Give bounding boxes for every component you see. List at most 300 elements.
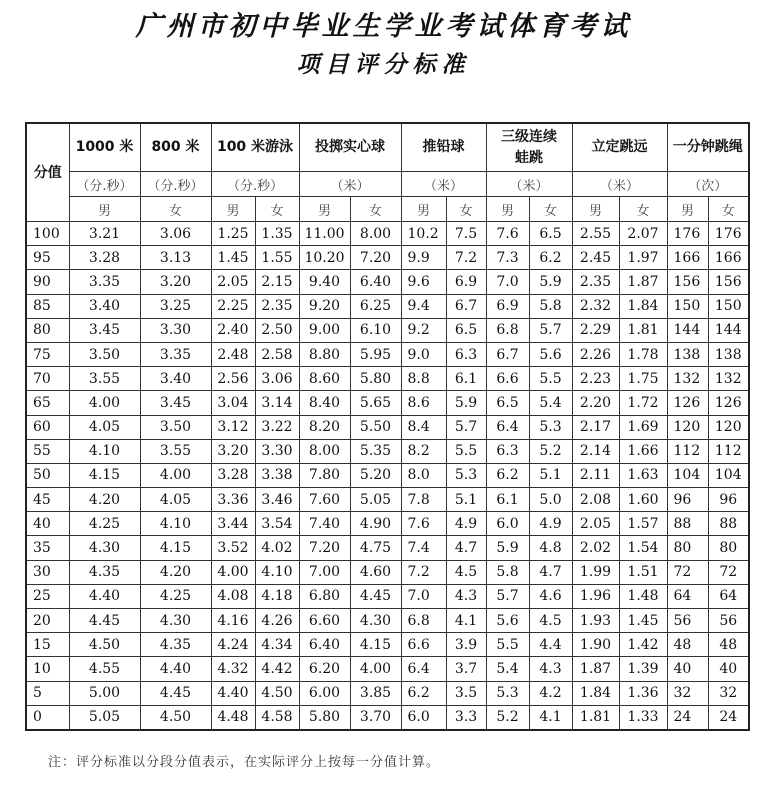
value-cell: 1.25 — [211, 222, 255, 246]
table-row — [26, 463, 749, 487]
value-cell: 7.40 — [299, 512, 350, 536]
event-header: 立定跳远 — [572, 123, 667, 172]
value-cell: 166 — [708, 246, 749, 270]
value-cell: 4.15 — [69, 463, 140, 487]
value-cell: 7.80 — [299, 463, 350, 487]
value-cell: 4.9 — [529, 512, 572, 536]
value-cell: 3.20 — [211, 439, 255, 463]
value-cell: 3.70 — [350, 705, 401, 730]
value-cell: 4.48 — [211, 705, 255, 730]
value-cell: 4.00 — [211, 560, 255, 584]
value-cell: 8.20 — [299, 415, 350, 439]
value-cell: 1.93 — [572, 609, 619, 633]
value-cell: 8.00 — [350, 222, 401, 246]
value-cell: 4.50 — [69, 633, 140, 657]
value-cell: 1.96 — [572, 584, 619, 608]
value-cell: 3.06 — [255, 367, 299, 391]
value-cell: 4.7 — [529, 560, 572, 584]
value-cell: 4.4 — [529, 633, 572, 657]
table-row — [26, 512, 749, 536]
value-cell: 6.1 — [486, 488, 529, 512]
value-cell: 5.1 — [529, 463, 572, 487]
value-cell: 9.2 — [401, 318, 446, 342]
value-cell: 3.35 — [140, 342, 211, 366]
value-cell: 2.58 — [255, 342, 299, 366]
value-cell: 6.4 — [486, 415, 529, 439]
value-cell: 4.7 — [446, 536, 486, 560]
score-cell: 60 — [26, 415, 69, 439]
value-cell: 4.75 — [350, 536, 401, 560]
value-cell: 3.5 — [446, 681, 486, 705]
value-cell: 2.14 — [572, 439, 619, 463]
value-cell: 4.5 — [446, 560, 486, 584]
value-cell: 7.2 — [401, 560, 446, 584]
value-cell: 3.13 — [140, 246, 211, 270]
score-cell: 5 — [26, 681, 69, 705]
value-cell: 3.12 — [211, 415, 255, 439]
value-cell: 9.6 — [401, 270, 446, 294]
value-cell: 3.50 — [69, 342, 140, 366]
value-cell: 1.39 — [619, 657, 667, 681]
value-cell: 10.2 — [401, 222, 446, 246]
value-cell: 176 — [667, 222, 708, 246]
value-cell: 64 — [708, 584, 749, 608]
value-cell: 2.56 — [211, 367, 255, 391]
table-row — [26, 294, 749, 318]
value-cell: 4.40 — [69, 584, 140, 608]
value-cell: 80 — [667, 536, 708, 560]
value-cell: 40 — [667, 657, 708, 681]
value-cell: 56 — [708, 609, 749, 633]
unit-header: （分.秒） — [69, 172, 140, 197]
table-row — [26, 222, 749, 246]
value-cell: 2.05 — [211, 270, 255, 294]
value-cell: 1.51 — [619, 560, 667, 584]
value-cell: 4.18 — [255, 584, 299, 608]
value-cell: 4.00 — [140, 463, 211, 487]
gender-header: 女 — [350, 197, 401, 222]
value-cell: 1.55 — [255, 246, 299, 270]
value-cell: 3.28 — [69, 246, 140, 270]
gender-header: 女 — [140, 197, 211, 222]
value-cell: 4.45 — [69, 609, 140, 633]
value-cell: 6.8 — [401, 609, 446, 633]
score-cell: 45 — [26, 488, 69, 512]
value-cell: 6.7 — [486, 342, 529, 366]
value-cell: 24 — [708, 705, 749, 730]
value-cell: 88 — [708, 512, 749, 536]
value-cell: 80 — [708, 536, 749, 560]
value-cell: 4.34 — [255, 633, 299, 657]
value-cell: 5.95 — [350, 342, 401, 366]
value-cell: 3.38 — [255, 463, 299, 487]
value-cell: 3.52 — [211, 536, 255, 560]
value-cell: 6.6 — [401, 633, 446, 657]
value-cell: 1.57 — [619, 512, 667, 536]
value-cell: 6.8 — [486, 318, 529, 342]
value-cell: 4.25 — [69, 512, 140, 536]
value-cell: 3.9 — [446, 633, 486, 657]
value-cell: 64 — [667, 584, 708, 608]
value-cell: 5.50 — [350, 415, 401, 439]
event-header: 1000 米 — [69, 123, 140, 172]
value-cell: 1.54 — [619, 536, 667, 560]
value-cell: 2.45 — [572, 246, 619, 270]
value-cell: 4.24 — [211, 633, 255, 657]
value-cell: 2.07 — [619, 222, 667, 246]
value-cell: 2.05 — [572, 512, 619, 536]
gender-header: 女 — [619, 197, 667, 222]
value-cell: 1.33 — [619, 705, 667, 730]
unit-header: （分.秒） — [140, 172, 211, 197]
event-header: 一分钟跳绳 — [667, 123, 749, 172]
value-cell: 6.6 — [486, 367, 529, 391]
value-cell: 7.0 — [486, 270, 529, 294]
score-cell: 25 — [26, 584, 69, 608]
value-cell: 1.66 — [619, 439, 667, 463]
value-cell: 4.5 — [529, 609, 572, 633]
value-cell: 6.10 — [350, 318, 401, 342]
value-cell: 2.50 — [255, 318, 299, 342]
score-header: 分值 — [26, 123, 69, 222]
value-cell: 4.1 — [529, 705, 572, 730]
value-cell: 4.55 — [69, 657, 140, 681]
value-cell: 4.05 — [69, 415, 140, 439]
value-cell: 5.2 — [486, 705, 529, 730]
value-cell: 9.20 — [299, 294, 350, 318]
value-cell: 6.5 — [529, 222, 572, 246]
value-cell: 5.65 — [350, 391, 401, 415]
value-cell: 4.30 — [140, 609, 211, 633]
unit-header: （次） — [667, 172, 749, 197]
value-cell: 3.21 — [69, 222, 140, 246]
value-cell: 1.78 — [619, 342, 667, 366]
score-cell: 70 — [26, 367, 69, 391]
value-cell: 7.5 — [446, 222, 486, 246]
value-cell: 4.50 — [255, 681, 299, 705]
value-cell: 4.45 — [140, 681, 211, 705]
score-cell: 85 — [26, 294, 69, 318]
score-table-body — [26, 222, 749, 730]
value-cell: 3.14 — [255, 391, 299, 415]
value-cell: 1.81 — [572, 705, 619, 730]
value-cell: 4.15 — [350, 633, 401, 657]
value-cell: 7.6 — [401, 512, 446, 536]
value-cell: 24 — [667, 705, 708, 730]
value-cell: 6.3 — [486, 439, 529, 463]
gender-header: 男 — [486, 197, 529, 222]
value-cell: 6.9 — [446, 270, 486, 294]
table-row — [26, 318, 749, 342]
score-cell: 10 — [26, 657, 69, 681]
gender-header-row — [26, 197, 749, 222]
value-cell: 5.7 — [446, 415, 486, 439]
value-cell: 5.8 — [529, 294, 572, 318]
value-cell: 5.0 — [529, 488, 572, 512]
value-cell: 3.25 — [140, 294, 211, 318]
value-cell: 6.2 — [486, 463, 529, 487]
value-cell: 5.3 — [486, 681, 529, 705]
value-cell: 5.4 — [529, 391, 572, 415]
value-cell: 5.9 — [486, 536, 529, 560]
event-header: 100 米游泳 — [211, 123, 299, 172]
value-cell: 3.85 — [350, 681, 401, 705]
value-cell: 3.55 — [69, 367, 140, 391]
value-cell: 6.0 — [401, 705, 446, 730]
value-cell: 72 — [708, 560, 749, 584]
value-cell: 1.99 — [572, 560, 619, 584]
value-cell: 1.84 — [572, 681, 619, 705]
value-cell: 6.20 — [299, 657, 350, 681]
table-row — [26, 415, 749, 439]
value-cell: 6.0 — [486, 512, 529, 536]
gender-header: 女 — [446, 197, 486, 222]
value-cell: 1.48 — [619, 584, 667, 608]
value-cell: 2.02 — [572, 536, 619, 560]
gender-header: 男 — [401, 197, 446, 222]
value-cell: 5.2 — [529, 439, 572, 463]
value-cell: 5.5 — [446, 439, 486, 463]
value-cell: 4.58 — [255, 705, 299, 730]
table-row — [26, 342, 749, 366]
value-cell: 3.04 — [211, 391, 255, 415]
value-cell: 4.32 — [211, 657, 255, 681]
value-cell: 6.25 — [350, 294, 401, 318]
value-cell: 156 — [708, 270, 749, 294]
value-cell: 5.80 — [299, 705, 350, 730]
value-cell: 40 — [708, 657, 749, 681]
table-row — [26, 391, 749, 415]
value-cell: 5.9 — [446, 391, 486, 415]
value-cell: 6.2 — [529, 246, 572, 270]
value-cell: 6.40 — [299, 633, 350, 657]
value-cell: 2.55 — [572, 222, 619, 246]
value-cell: 4.6 — [529, 584, 572, 608]
table-row — [26, 270, 749, 294]
value-cell: 6.80 — [299, 584, 350, 608]
value-cell: 1.42 — [619, 633, 667, 657]
value-cell: 2.23 — [572, 367, 619, 391]
value-cell: 4.30 — [350, 609, 401, 633]
table-row — [26, 681, 749, 705]
score-cell: 95 — [26, 246, 69, 270]
value-cell: 72 — [667, 560, 708, 584]
value-cell: 8.8 — [401, 367, 446, 391]
value-cell: 4.50 — [140, 705, 211, 730]
score-cell: 30 — [26, 560, 69, 584]
table-row — [26, 488, 749, 512]
value-cell: 2.35 — [255, 294, 299, 318]
value-cell: 9.40 — [299, 270, 350, 294]
value-cell: 4.10 — [69, 439, 140, 463]
value-cell: 5.05 — [350, 488, 401, 512]
value-cell: 150 — [708, 294, 749, 318]
event-header-row — [26, 123, 749, 172]
value-cell: 126 — [667, 391, 708, 415]
value-cell: 4.16 — [211, 609, 255, 633]
value-cell: 11.00 — [299, 222, 350, 246]
value-cell: 7.20 — [299, 536, 350, 560]
value-cell: 6.5 — [446, 318, 486, 342]
score-cell: 65 — [26, 391, 69, 415]
value-cell: 7.8 — [401, 488, 446, 512]
value-cell: 5.6 — [529, 342, 572, 366]
value-cell: 8.6 — [401, 391, 446, 415]
value-cell: 48 — [667, 633, 708, 657]
value-cell: 5.6 — [486, 609, 529, 633]
value-cell: 104 — [708, 463, 749, 487]
value-cell: 6.1 — [446, 367, 486, 391]
table-row — [26, 633, 749, 657]
value-cell: 4.25 — [140, 584, 211, 608]
value-cell: 32 — [667, 681, 708, 705]
value-cell: 104 — [667, 463, 708, 487]
event-header: 推铅球 — [401, 123, 486, 172]
value-cell: 2.35 — [572, 270, 619, 294]
value-cell: 3.36 — [211, 488, 255, 512]
value-cell: 1.87 — [572, 657, 619, 681]
value-cell: 132 — [708, 367, 749, 391]
value-cell: 6.7 — [446, 294, 486, 318]
value-cell: 112 — [708, 439, 749, 463]
value-cell: 4.15 — [140, 536, 211, 560]
table-row — [26, 367, 749, 391]
score-cell: 55 — [26, 439, 69, 463]
value-cell: 4.08 — [211, 584, 255, 608]
value-cell: 8.2 — [401, 439, 446, 463]
value-cell: 9.4 — [401, 294, 446, 318]
value-cell: 3.40 — [69, 294, 140, 318]
table-row — [26, 609, 749, 633]
value-cell: 3.55 — [140, 439, 211, 463]
table-row — [26, 705, 749, 730]
value-cell: 4.20 — [69, 488, 140, 512]
value-cell: 6.3 — [446, 342, 486, 366]
document-subtitle: 项目评分标准 — [296, 52, 471, 78]
value-cell: 1.81 — [619, 318, 667, 342]
value-cell: 6.00 — [299, 681, 350, 705]
value-cell: 1.84 — [619, 294, 667, 318]
value-cell: 3.44 — [211, 512, 255, 536]
value-cell: 7.2 — [446, 246, 486, 270]
value-cell: 1.69 — [619, 415, 667, 439]
value-cell: 9.0 — [401, 342, 446, 366]
value-cell: 7.20 — [350, 246, 401, 270]
table-row — [26, 246, 749, 270]
value-cell: 2.26 — [572, 342, 619, 366]
value-cell: 10.20 — [299, 246, 350, 270]
unit-header: （米） — [401, 172, 486, 197]
value-cell: 1.90 — [572, 633, 619, 657]
value-cell: 156 — [667, 270, 708, 294]
table-row — [26, 657, 749, 681]
value-cell: 4.30 — [69, 536, 140, 560]
score-cell: 15 — [26, 633, 69, 657]
value-cell: 7.0 — [401, 584, 446, 608]
table-row — [26, 439, 749, 463]
value-cell: 7.00 — [299, 560, 350, 584]
score-cell: 80 — [26, 318, 69, 342]
value-cell: 1.36 — [619, 681, 667, 705]
value-cell: 5.20 — [350, 463, 401, 487]
value-cell: 5.80 — [350, 367, 401, 391]
value-cell: 3.22 — [255, 415, 299, 439]
value-cell: 6.2 — [401, 681, 446, 705]
gender-header: 女 — [529, 197, 572, 222]
value-cell: 8.0 — [401, 463, 446, 487]
gender-header: 男 — [299, 197, 350, 222]
score-cell: 100 — [26, 222, 69, 246]
value-cell: 5.3 — [446, 463, 486, 487]
table-row — [26, 536, 749, 560]
value-cell: 1.45 — [211, 246, 255, 270]
value-cell: 4.90 — [350, 512, 401, 536]
value-cell: 138 — [708, 342, 749, 366]
value-cell: 166 — [667, 246, 708, 270]
value-cell: 4.35 — [69, 560, 140, 584]
value-cell: 56 — [667, 609, 708, 633]
value-cell: 120 — [708, 415, 749, 439]
value-cell: 1.63 — [619, 463, 667, 487]
gender-header: 男 — [667, 197, 708, 222]
value-cell: 4.2 — [529, 681, 572, 705]
value-cell: 3.46 — [255, 488, 299, 512]
value-cell: 5.00 — [69, 681, 140, 705]
unit-header-row — [26, 172, 749, 197]
value-cell: 7.60 — [299, 488, 350, 512]
value-cell: 2.20 — [572, 391, 619, 415]
value-cell: 150 — [667, 294, 708, 318]
value-cell: 32 — [708, 681, 749, 705]
value-cell: 120 — [667, 415, 708, 439]
unit-header: （米） — [486, 172, 572, 197]
value-cell: 4.26 — [255, 609, 299, 633]
value-cell: 6.4 — [401, 657, 446, 681]
value-cell: 132 — [667, 367, 708, 391]
value-cell: 4.1 — [446, 609, 486, 633]
value-cell: 2.15 — [255, 270, 299, 294]
value-cell: 4.45 — [350, 584, 401, 608]
value-cell: 4.42 — [255, 657, 299, 681]
value-cell: 126 — [708, 391, 749, 415]
value-cell: 4.10 — [140, 512, 211, 536]
value-cell: 3.3 — [446, 705, 486, 730]
unit-header: （米） — [572, 172, 667, 197]
value-cell: 3.30 — [140, 318, 211, 342]
unit-header: （分.秒） — [211, 172, 299, 197]
value-cell: 96 — [667, 488, 708, 512]
value-cell: 176 — [708, 222, 749, 246]
value-cell: 4.05 — [140, 488, 211, 512]
unit-header: （米） — [299, 172, 401, 197]
value-cell: 2.40 — [211, 318, 255, 342]
value-cell: 1.75 — [619, 367, 667, 391]
value-cell: 4.9 — [446, 512, 486, 536]
value-cell: 5.7 — [529, 318, 572, 342]
value-cell: 88 — [667, 512, 708, 536]
gender-header: 男 — [572, 197, 619, 222]
value-cell: 2.48 — [211, 342, 255, 366]
value-cell: 4.00 — [69, 391, 140, 415]
value-cell: 9.00 — [299, 318, 350, 342]
value-cell: 4.40 — [211, 681, 255, 705]
value-cell: 1.45 — [619, 609, 667, 633]
value-cell: 2.17 — [572, 415, 619, 439]
value-cell: 3.45 — [140, 391, 211, 415]
value-cell: 7.4 — [401, 536, 446, 560]
value-cell: 2.11 — [572, 463, 619, 487]
value-cell: 8.00 — [299, 439, 350, 463]
